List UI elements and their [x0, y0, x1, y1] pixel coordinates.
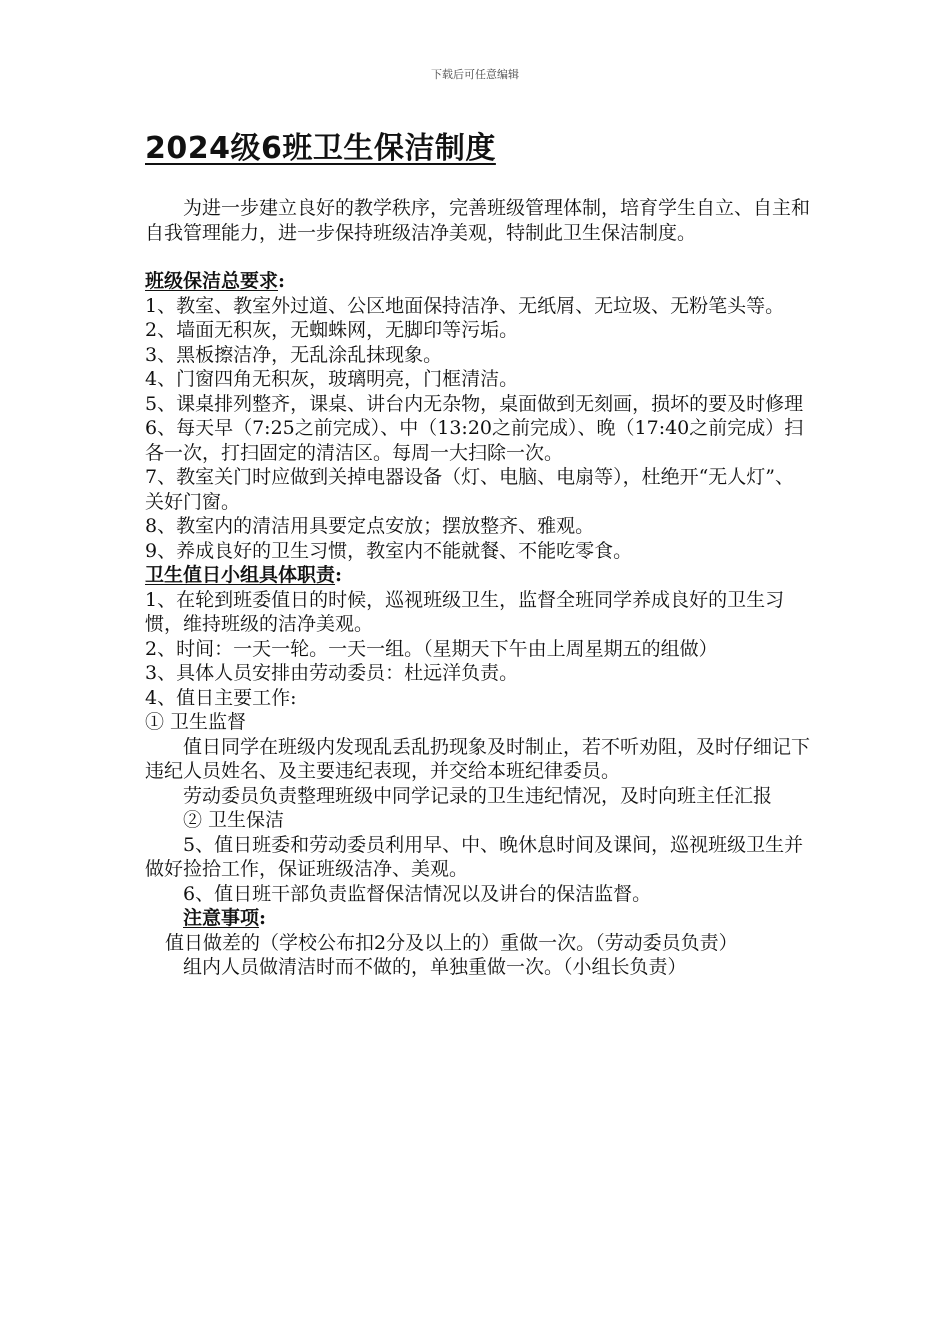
- document-title: 2024级6班卫生保洁制度: [145, 131, 496, 166]
- section1-colon: :: [278, 270, 286, 292]
- header-note: 下载后可任意编辑: [431, 68, 519, 81]
- notice-paragraph: 组内人员做清洁时而不做的，单独重做一次。（小组长负责）: [183, 956, 687, 978]
- list-item: 1、在轮到班委值日的时候，巡视班级卫生，监督全班同学养成良好的卫生习惯，维持班级的洁净美观。: [145, 588, 785, 635]
- subsection-paragraph: 值日同学在班级内发现乱丢乱扔现象及时制止，若不听劝阻，及时仔细记下违纪人员姓名、及主要违纪表现，并交给本班纪律委员。: [145, 735, 811, 782]
- subsection-title: ② 卫生保洁: [183, 809, 285, 831]
- subsection-paragraph: 5、值日班委和劳动委员利用早、中、晚休息时间及课间，巡视班级卫生并做好捡拾工作，保证班级洁净、美观。: [145, 833, 804, 880]
- list-item: 4、门窗四角无积灰，玻璃明亮，门框清洁。: [145, 368, 519, 390]
- subsection-title: ① 卫生监督: [145, 711, 247, 733]
- list-item: 2、时间：一天一轮。一天一组。（星期天下午由上周星期五的组做）: [145, 637, 718, 660]
- section1-heading-line: [145, 269, 810, 294]
- spacer: [145, 245, 810, 269]
- list-item: 8、教室内的清洁用具要定点安放；摆放整齐、雅观。: [145, 515, 595, 537]
- notice-paragraph: 值日做差的（学校公布扣2分及以上的）重做一次。（劳动委员负责）: [165, 931, 738, 954]
- subsection-paragraph: 劳动委员负责整理班级中同学记录的卫生违纪情况，及时向班主任汇报: [183, 784, 773, 807]
- document-body: [145, 128, 810, 980]
- subsection-paragraph: 6、值日班干部负责监督保洁情况以及讲台的保洁监督。: [183, 882, 652, 905]
- list-item: 1、教室、教室外过道、公区地面保持洁净、无纸屑、无垃圾、无粉笔头等。: [145, 294, 785, 317]
- list-item: 3、黑板擦洁净，无乱涂乱抹现象。: [145, 343, 443, 366]
- notice-heading: 注意事项: [183, 907, 260, 929]
- list-item: 2、墙面无积灰，无蜘蛛网，无脚印等污垢。: [145, 319, 519, 341]
- section2-heading: 卫生值日小组具体职责: [145, 564, 336, 586]
- list-item: 3、具体人员安排由劳动委员：杜远洋负责。: [145, 662, 519, 684]
- intro-paragraph: 为进一步建立良好的教学秩序，完善班级管理体制，培育学生自立、自主和自我管理能力，进一步保持班级洁净美观，特制此卫生保洁制度。: [145, 197, 811, 244]
- list-item: 7、教室关门时应做到关掉电器设备（灯、电脑、电扇等），杜绝开“无人灯”、关好门窗。: [145, 466, 795, 513]
- list-item: 9、养成良好的卫生习惯，教室内不能就餐、不能吃零食。: [145, 539, 633, 562]
- section1-heading: 班级保洁总要求: [145, 270, 279, 292]
- list-item: 4、值日主要工作:: [145, 686, 297, 709]
- notice-colon: :: [259, 907, 267, 929]
- list-item: 6、每天早（7:25之前完成）、中（13:20之前完成）、晚（17:40之前完成）扫各一次，打扫固定的清洁区。每周一大扫除一次。: [145, 417, 804, 464]
- list-item: 5、课桌排列整齐，课桌、讲台内无杂物，桌面做到无刻画，损坏的要及时修理: [145, 392, 804, 415]
- notice-heading-line: [145, 906, 810, 931]
- section2-heading-line: [145, 563, 810, 588]
- section2-colon: :: [335, 564, 343, 586]
